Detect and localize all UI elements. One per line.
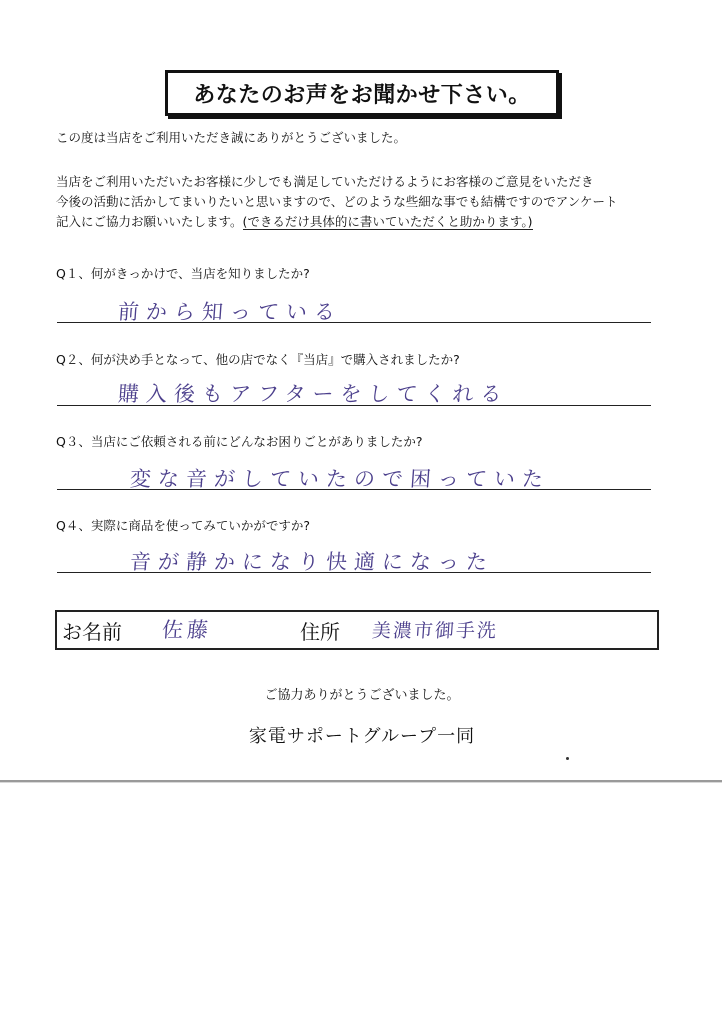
closing-thanks: ご協力ありがとうございました。 [264,688,460,703]
intro-line-3-text: 記入にご協力お願いいたします。 [56,214,243,229]
question-1-answer: 前から知っている [117,300,343,324]
survey-title: あなたのお声をお聞かせ下さい。 [165,70,559,116]
question-2-label: Q２、何が決め手となって、他の店でなく『当店』で購入されましたか? [56,352,460,367]
name-label: お名前 [62,620,122,644]
question-4-answer: 音が静かになり快適になった [129,550,495,574]
question-1-answer-line [57,322,651,323]
thanks-line: この度は当店をご利用いただき誠にありがとうございました。 [56,130,407,145]
intro-line-1: 当店をご利用いただいたお客様に少しでも満足していただけるようにお客様のご意見をいただき [56,174,594,189]
question-1-label: Q１、何がきっかけで、当店を知りましたか? [56,266,310,281]
question-2-answer: 購入後もアフターをしてくれる [117,382,510,406]
question-4-answer-line [57,572,651,573]
intro-note: (できるだけ具体的に書いていただくと助かります。) [242,214,533,229]
address-value: 美濃市御手洗 [371,620,499,642]
intro-line-3 [56,212,533,232]
question-3-answer: 変な音がしていたので困っていた [129,467,551,491]
question-3-label: Q３、当店にご依頼される前にどんなお困りごとがありましたか? [56,434,423,449]
question-2-answer-line [57,405,651,406]
name-value: 佐藤 [161,618,213,642]
question-4-label: Q４、実際に商品を使ってみていかがですか? [56,518,310,533]
intro-line-2: 今後の活動に活かしてまいりたいと思いますので、どのような些細な事でも結構ですのでアンケート [56,194,618,209]
question-3-answer-line [57,489,651,490]
closing-signature: 家電サポートグループ一同 [248,726,476,747]
customer-info-box [55,610,659,650]
address-label: 住所 [300,620,340,644]
scan-speck [566,757,569,760]
